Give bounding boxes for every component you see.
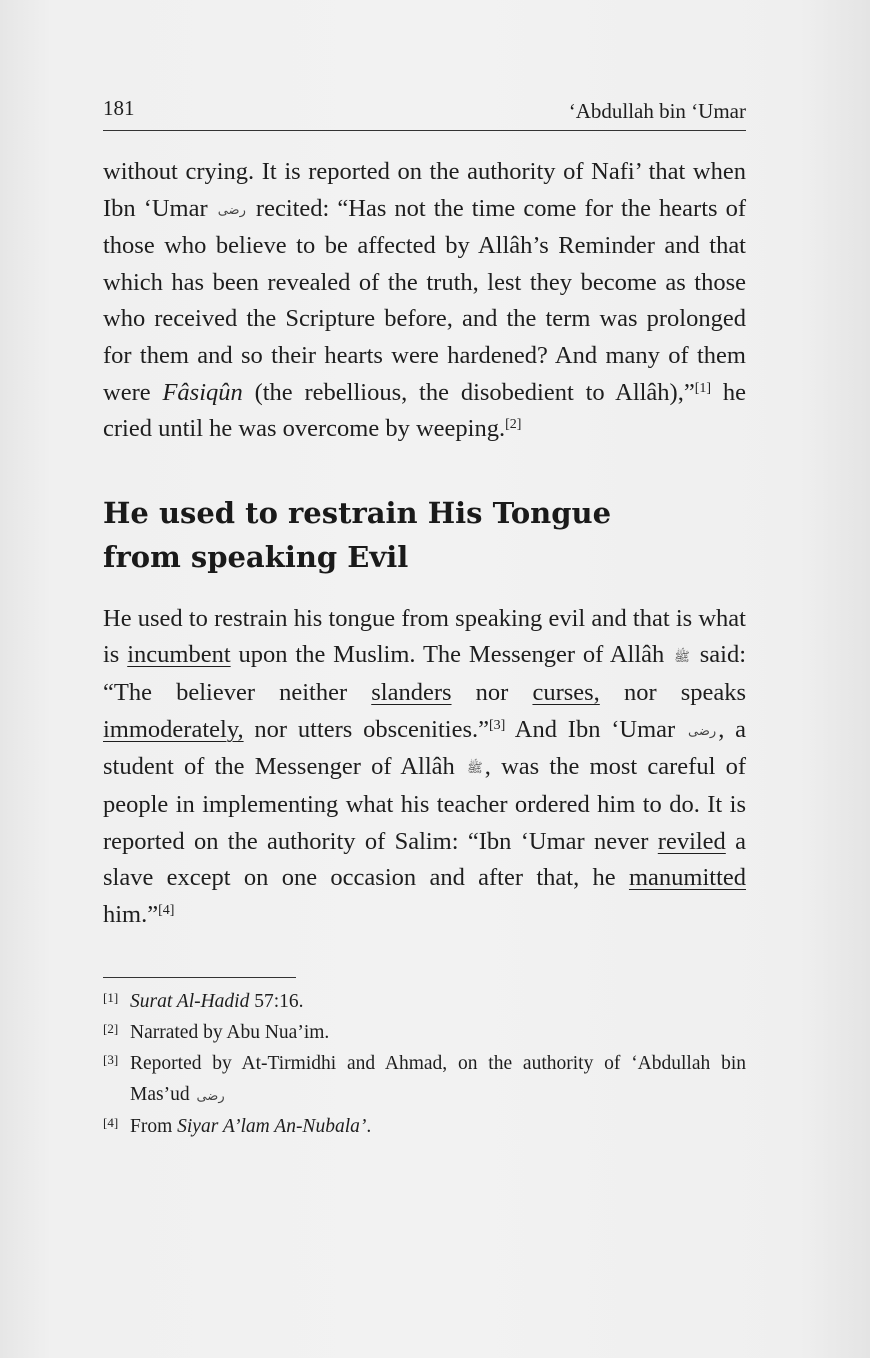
p2-text: , was the most careful of people in implementing what his teacher ordered him to do. It is reported on the authority of Salim: “Ibn ‘Umar never (103, 753, 746, 855)
footnote-mark: [1] (103, 990, 119, 1006)
footnote-text: . (366, 1116, 372, 1138)
honorific-icon: رضى (217, 201, 246, 217)
footnote-ref-2: [2] (505, 417, 522, 433)
p2-text: him.” (103, 900, 159, 928)
footnote-1 (103, 986, 746, 1017)
footnote-divider (103, 977, 296, 978)
paragraph-2 (103, 601, 746, 934)
footnote-text: From (130, 1116, 173, 1138)
underlined-term: curses, (532, 679, 600, 707)
p1-text-a: without crying. It is reported on the authority of Nafi’ that when Ibn ‘Umar (103, 158, 746, 222)
footnotes (103, 986, 746, 1142)
page-content (103, 154, 746, 1142)
footnote-italic: Siyar A’lam An-Nubala’ (177, 1116, 367, 1138)
footnote-text: 57:16. (254, 991, 304, 1013)
footnote-ref-4: [4] (158, 902, 175, 918)
heading-line-1: He used to restrain His Tongue (103, 495, 612, 530)
footnote-4 (103, 1111, 746, 1142)
p2-text: nor (475, 679, 509, 707)
footnote-2 (103, 1017, 746, 1048)
p1-text-b: recited: “Has not the time come for the hearts of those who believe to be affected by Allâh’s Reminder and that which has been revealed of the truth, lest they become as those who received the Scripture before, and the term was prolonged for them and so their hearts were hardened? And many of them were (103, 194, 746, 406)
p2-text: And Ibn ‘Umar (514, 715, 676, 743)
p1-text-c: (the rebellious, the disobedient to Allâh),” (254, 378, 695, 406)
underlined-term: slanders (371, 679, 452, 707)
underlined-term: manumitted (628, 864, 747, 892)
p2-text: a slave except on one occasion and after that, he (103, 827, 747, 892)
footnote-mark: [3] (103, 1052, 119, 1068)
footnote-italic: Surat Al-Hadid (130, 991, 250, 1013)
honorific-icon: رضى (688, 722, 717, 738)
footnote-text: Narrated by Abu Nua’im. (130, 1022, 330, 1044)
page-number: 181 (103, 96, 135, 120)
underlined-term: reviled (657, 827, 726, 855)
honorific-icon: رضى (196, 1088, 225, 1104)
page-header (103, 96, 746, 131)
footnote-ref-1: [1] (694, 380, 712, 396)
section-heading (103, 491, 746, 579)
footnote-mark: [4] (103, 1115, 119, 1131)
honorific-icon: ﷺ (467, 760, 483, 776)
p2-text: said: “The believer neither (103, 641, 747, 707)
p1-italic-term: Fâsiqûn (162, 378, 243, 406)
footnote-3 (103, 1048, 746, 1111)
running-head: ‘Abdullah bin ‘Umar (568, 99, 746, 123)
p2-text: nor utters obscenities.” (254, 715, 489, 743)
underlined-term: incumbent (127, 641, 231, 669)
footnote-text: Reported by At-Tirmidhi and Ahmad, on the authority of ‘Abdullah bin Mas’ud (130, 1053, 746, 1106)
p2-text: , a student of the Messenger of Allâh (103, 715, 746, 781)
paragraph-1 (103, 154, 746, 448)
heading-line-2: from speaking Evil (103, 539, 409, 574)
footnote-mark: [2] (103, 1021, 119, 1037)
p2-text: He used to restrain his tongue from speaking evil and that is what is (103, 604, 746, 669)
footnote-ref-3: [3] (489, 717, 506, 733)
p2-text: nor speaks (623, 679, 747, 707)
p1-text-d: he cried until he was overcome by weeping. (103, 378, 746, 443)
honorific-icon: ﷺ (674, 648, 690, 664)
underlined-term: immoderately, (103, 715, 244, 743)
p2-text: upon the Muslim. The Messenger of Allâh (238, 641, 665, 669)
